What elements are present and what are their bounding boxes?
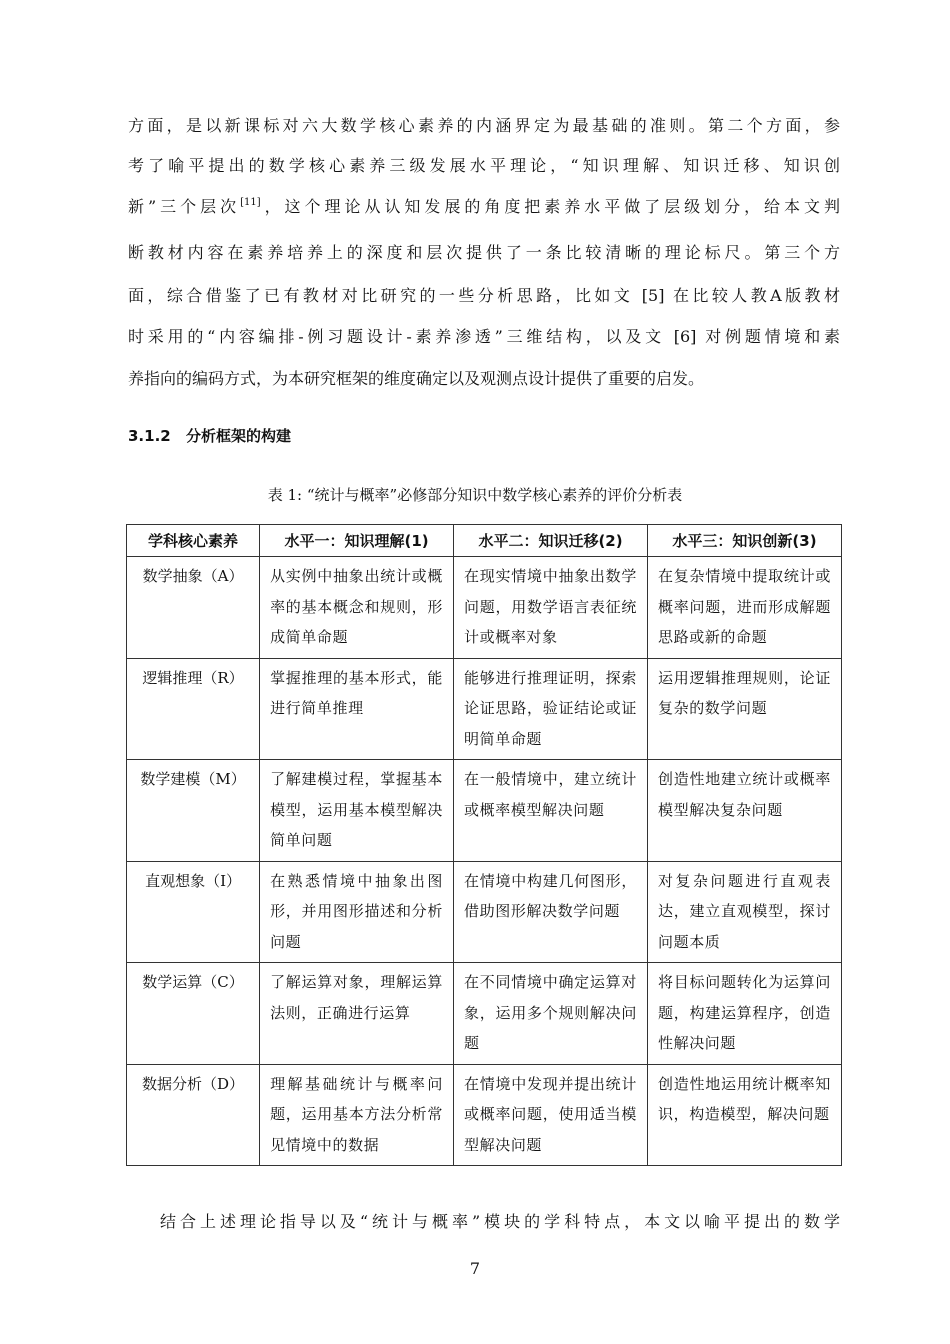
text-line: 断教材内容在素养培养上的深度和层次提供了一条比较清晰的理论标尺。第三个方 bbox=[128, 243, 840, 262]
competency-cell: 直观想象（I） bbox=[127, 861, 260, 963]
header-level-3: 水平三：知识创新(3) bbox=[648, 525, 842, 557]
level-cell: 了解建模过程，掌握基本模型，运用基本模型解决简单问题 bbox=[260, 760, 454, 862]
evaluation-table bbox=[126, 524, 842, 1166]
table-row bbox=[127, 861, 842, 963]
level-cell: 创造性地建立统计或概率模型解决复杂问题 bbox=[648, 760, 842, 862]
level-cell: 运用逻辑推理规则，论证复杂的数学问题 bbox=[648, 658, 842, 760]
text-line: 时采用的“内容编排-例习题设计-素养渗透”三维结构，以及文 [6] 对例题情境和素 bbox=[128, 327, 840, 346]
section-title: 分析框架的构建 bbox=[186, 427, 292, 445]
header-level-1: 水平一：知识理解(1) bbox=[260, 525, 454, 557]
competency-cell: 数学建模（M） bbox=[127, 760, 260, 862]
header-level-2: 水平二：知识迁移(2) bbox=[454, 525, 648, 557]
level-cell: 在复杂情境中提取统计或概率问题，进而形成解题思路或新的命题 bbox=[648, 557, 842, 659]
header-competency: 学科核心素养 bbox=[127, 525, 260, 557]
section-heading bbox=[128, 424, 291, 448]
level-cell: 了解运算对象，理解运算法则，正确进行运算 bbox=[260, 963, 454, 1065]
level-cell: 在现实情境中抽象出数学问题，用数学语言表征统计或概率对象 bbox=[454, 557, 648, 659]
table-caption: 表 1: “统计与概率”必修部分知识中数学核心素养的评价分析表 bbox=[267, 486, 683, 504]
level-cell: 在情境中构建几何图形，借助图形解决数学问题 bbox=[454, 861, 648, 963]
text-line: 考了喻平提出的数学核心素养三级发展水平理论，“知识理解、知识迁移、知识创 bbox=[128, 156, 840, 175]
level-cell: 理解基础统计与概率问题，运用基本方法分析常见情境中的数据 bbox=[260, 1064, 454, 1166]
level-cell: 将目标问题转化为运算问题，构建运算程序，创造性解决问题 bbox=[648, 963, 842, 1065]
level-cell: 对复杂问题进行直观表达，建立直观模型，探讨问题本质 bbox=[648, 861, 842, 963]
table-row bbox=[127, 658, 842, 760]
level-cell: 在熟悉情境中抽象出图形，并用图形描述和分析问题 bbox=[260, 861, 454, 963]
level-cell: 掌握推理的基本形式，能进行简单推理 bbox=[260, 658, 454, 760]
competency-cell: 数学运算（C） bbox=[127, 963, 260, 1065]
level-cell: 从实例中抽象出统计或概率的基本概念和规则，形成简单命题 bbox=[260, 557, 454, 659]
table-row bbox=[127, 1064, 842, 1166]
table-row bbox=[127, 963, 842, 1065]
level-cell: 在不同情境中确定运算对象，运用多个规则解决问题 bbox=[454, 963, 648, 1065]
level-cell: 在一般情境中，建立统计或概率模型解决问题 bbox=[454, 760, 648, 862]
competency-cell: 逻辑推理（R） bbox=[127, 658, 260, 760]
citation-ref[interactable]: [11] bbox=[240, 197, 261, 208]
table-header-row bbox=[127, 525, 842, 557]
table-row bbox=[127, 557, 842, 659]
text-line: 新”三个层次[11]，这个理论从认知发展的角度把素养水平做了层级划分，给本文判 bbox=[128, 197, 840, 216]
level-cell: 在情境中发现并提出统计或概率问题，使用适当模型解决问题 bbox=[454, 1064, 648, 1166]
text-line: 养指向的编码方式，为本研究框架的维度确定以及观测点设计提供了重要的启发。 bbox=[128, 369, 705, 388]
competency-cell: 数据分析（D） bbox=[127, 1064, 260, 1166]
competency-cell: 数学抽象（A） bbox=[127, 557, 260, 659]
text-line: 方面，是以新课标对六大数学核心素养的内涵界定为最基础的准则。第二个方面，参 bbox=[128, 116, 840, 135]
table-row bbox=[127, 760, 842, 862]
text-line: 结合上述理论指导以及“统计与概率”模块的学科特点，本文以喻平提出的数学 bbox=[160, 1212, 840, 1231]
page-number: 7 bbox=[469, 1259, 481, 1278]
level-cell: 创造性地运用统计概率知识，构造模型，解决问题 bbox=[648, 1064, 842, 1166]
text-line: 面，综合借鉴了已有教材对比研究的一些分析思路，比如文 [5] 在比较人教A版教材 bbox=[128, 286, 840, 305]
section-number: 3.1.2 bbox=[128, 427, 171, 445]
level-cell: 能够进行推理证明，探索论证思路，验证结论或证明简单命题 bbox=[454, 658, 648, 760]
